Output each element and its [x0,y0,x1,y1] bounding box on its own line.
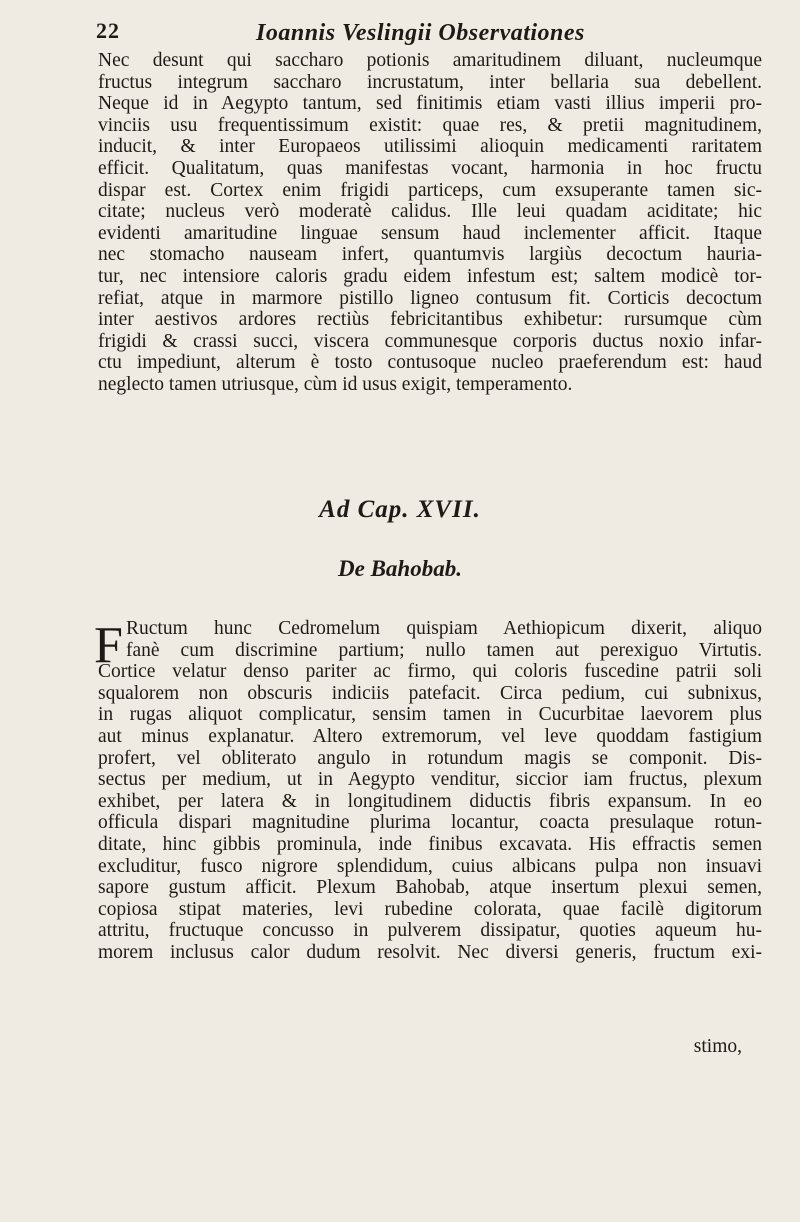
text-line: ctu impediunt, alterum è tosto contusoque nucleo praeferendum est: haud [98,352,762,374]
text-line: frigidi & crassi succi, viscera communesque corporis ductus noxio infar- [98,330,762,352]
text-line: sectus per medium, ut in Aegypto venditur, siccior iam fructus, plexum [98,769,762,791]
text-line: citate; nucleus verò moderatè calidus. Ille leui quadam aciditate; hic [98,201,762,223]
paragraph-1 [98,50,762,396]
text-line: refiat, atque in marmore pistillo ligneo contusum fit. Corticis decoctum [98,287,762,309]
text-line: excluditur, fusco nigrore splendidum, cuius albicans pulpa non insuavi [98,855,762,877]
running-head [96,14,776,54]
text-line: neglecto tamen utriusque, cùm id usus exigit, temperamento. [98,373,573,395]
text-line: fructus integrum saccharo incrustatum, inter bellaria sua debellent. [98,71,762,93]
paragraph-2 [98,618,762,964]
text-line: ditate, hinc gibbis prominula, inde finibus excavata. His effractis semen [98,833,762,855]
text-line: morem inclusus calor dudum resolvit. Nec diversi generis, fructum exi- [98,941,762,963]
text-line: evidenti amaritudine linguae sensum haud inclementer afficit. Itaque [98,222,762,244]
text-line: inducit, & inter Europaeos utilissimi alioquin medicamenti raritatem [98,136,762,158]
text-line: dispar est. Cortex enim frigidi particeps, cum exsuperante tamen sic- [98,179,762,201]
text-line: Neque id in Aegypto tantum, sed finitimis etiam vasti illius imperii pro- [98,93,762,115]
catchword: stimo, [693,1036,742,1057]
text-line: officula dispari magnitudine plurima locantur, coacta presulaque rotun- [98,812,762,834]
text-line: copiosa stipat materies, levi rubedine colorata, quae facilè digitorum [98,898,762,920]
chapter-subheading: De Bahobab. [338,556,462,581]
text-line: tur, nec intensiore caloris gradu eidem infestum est; saltem modicè tor- [98,265,762,287]
text-line: profert, vel obliterato angulo in rotundum magis se componit. Dis- [98,747,762,769]
running-head-title: Ioannis Veslingii Observationes [256,20,585,46]
text-line: Ructum hunc Cedromelum quispiam Aethiopicum dixerit, aliquo [126,618,762,639]
text-line: nec stomacho nauseam infert, quantumvis largiùs decoctum hauria- [98,244,762,266]
text-line: attritu, fructuque concusso in pulverem dissipatur, quoties aqueum hu- [98,920,762,942]
text-line: efficit. Qualitatum, quas manifestas vocant, harmonia in hoc fructu [98,157,762,179]
page-number: 22 [96,18,120,43]
text-line: aut minus explanatur. Altero extremorum, vel leve quoddam fastigium [98,725,762,747]
text-line: Nec desunt qui saccharo potionis amaritudinem diluant, nucleumque [98,50,762,71]
text-line: Cortice velatur denso pariter ac firmo, qui coloris fuscedine patrii soli [98,661,762,683]
text-line: vinciis usu frequentissimum existit: quae res, & pretii magnitudinem, [98,114,762,136]
text-line: sapore gustum afficit. Plexum Bahobab, atque insertum plexui semen, [98,877,762,899]
chapter-heading: Ad Cap. XVII. [319,496,481,523]
text-line: fanè cum discrimine partium; nullo tamen aut perexiguo Virtutis. [126,639,762,661]
text-line: squalorem non obscuris indiciis patefacit. Circa pedium, cui subnixus, [98,682,762,704]
text-line: exhibet, per latera & in longitudinem diductis fibris expansum. In eo [98,790,762,812]
text-line: inter aestivos ardores rectiùs febricitantibus exhibetur: rursumque cùm [98,309,762,331]
text-line: in rugas aliquot complicatur, sensim tamen in Cucurbitae laevorem plus [98,704,762,726]
drop-cap: F [94,617,123,674]
